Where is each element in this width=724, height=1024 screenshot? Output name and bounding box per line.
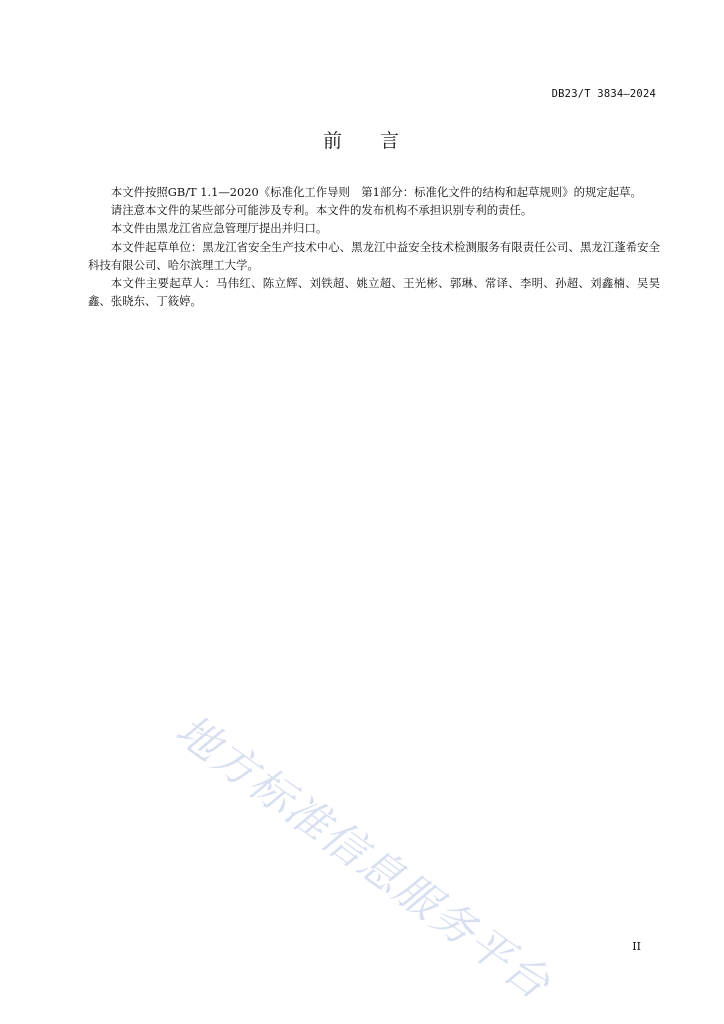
document-code: DB23/T 3834—2024 [551,88,656,100]
foreword-body [88,183,660,310]
paragraph-proposer: 本文件由黑龙江省应急管理厅提出并归口。 [110,221,328,236]
paragraph-drafters: 本文件主要起草人：马伟红、陈立辉、刘铁超、姚立超、王光彬、郭琳、常译、李明、孙超、刘鑫楠、吴昊鑫、张晓东、丁筱婷。 [88,276,660,309]
title-char-1: 前 [322,130,344,152]
watermark: 地方标准信息服务平台 [166,705,560,1011]
paragraph-drafting-units: 本文件起草单位：黑龙江省安全生产技术中心、黑龙江中益安全技术检测服务有限责任公司、黑龙江蓬希安全科技有限公司、哈尔滨理工大学。 [88,239,660,272]
page-title [0,126,724,153]
paragraph-drafting-basis: 本文件按照GB/T 1.1—2020《标准化工作导则 第1部分：标准化文件的结构和起草规则》的规定起草。 [110,185,642,199]
title-char-2: 言 [380,130,402,152]
paragraph-patent-notice: 请注意本文件的某些部分可能涉及专利。本文件的发布机构不承担识别专利的责任。 [110,203,533,218]
page-number: II [632,940,641,953]
